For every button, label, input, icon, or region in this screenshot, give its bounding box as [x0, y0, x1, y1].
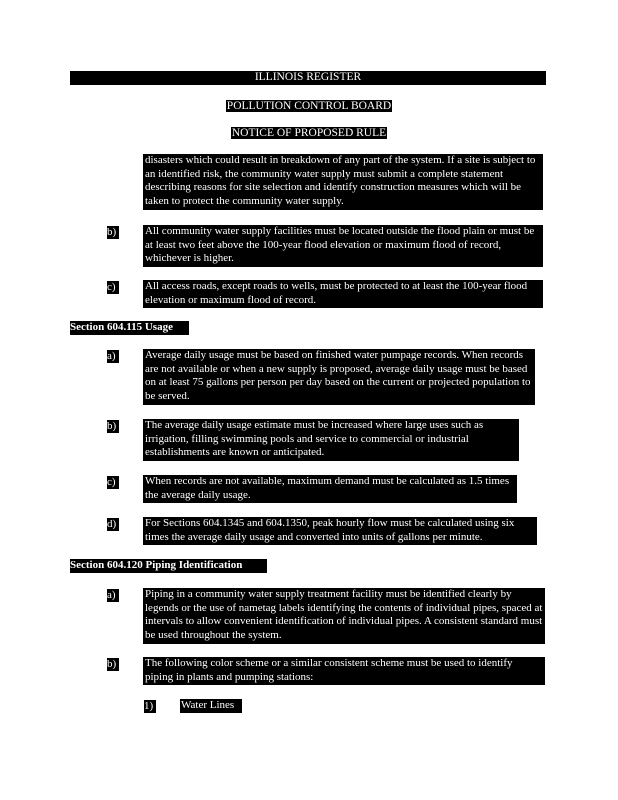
register-header-bar — [70, 71, 546, 85]
section-heading: Section 604.115 Usage — [70, 321, 189, 335]
sub-item-text: Water Lines — [180, 699, 242, 713]
item-label: c) — [107, 281, 119, 294]
register-title: ILLINOIS REGISTER — [254, 71, 362, 83]
item-text: When records are not available, maximum demand must be calculated as 1.5 times the average daily usage. — [143, 475, 517, 503]
item-label: c) — [107, 476, 119, 489]
item-label: b) — [107, 658, 119, 671]
item-label: d) — [107, 518, 119, 531]
item-text: Average daily usage must be based on finished water pumpage records. When records are not available or when a new supply is proposed, average daily usage must be based on at least 75 gallons per person per day based on the current or projected population to be served. — [143, 349, 535, 405]
item-label: b) — [107, 420, 119, 433]
section-heading: Section 604.120 Piping Identification — [70, 559, 267, 573]
item-label: a) — [107, 589, 119, 602]
item-text: The following color scheme or a similar consistent scheme must be used to identify piping in plants and pumping stations: — [143, 657, 545, 685]
item-text: All access roads, except roads to wells, must be protected to at least the 100-year flood elevation or maximum flood of record. — [143, 280, 543, 308]
notice-title: NOTICE OF PROPOSED RULE — [231, 127, 387, 139]
item-text: The average daily usage estimate must be increased where large uses such as irrigation, filling swimming pools and service to commercial or industrial establishments are known or anticipated. — [143, 419, 519, 461]
item-label: a) — [107, 350, 119, 363]
notice-header-wrap — [0, 127, 618, 140]
board-header-wrap — [0, 100, 618, 113]
board-title: POLLUTION CONTROL BOARD — [226, 100, 392, 112]
item-text: For Sections 604.1345 and 604.1350, peak hourly flow must be calculated using six times the average daily usage and converted into units of gallons per minute. — [143, 517, 537, 545]
carryover-paragraph: disasters which could result in breakdown of any part of the system. If a site is subject to an identified risk, the community water supply must submit a complete statement describing reasons for site selection and identify construction measures which will be taken to protect the community water supply. — [143, 154, 543, 210]
item-label: b) — [107, 226, 119, 239]
sub-item-label: 1) — [144, 700, 156, 713]
item-text: All community water supply facilities must be located outside the flood plain or must be at least two feet above the 100-year flood elevation or maximum flood of record, whichever is higher. — [143, 225, 543, 267]
item-text: Piping in a community water supply treatment facility must be identified clearly by legends or the use of nametag labels identifying the contents of individual pipes, spaced at intervals to allow convenient identification of individual pipes. A consistent standard must be used throughout the system. — [143, 588, 545, 644]
